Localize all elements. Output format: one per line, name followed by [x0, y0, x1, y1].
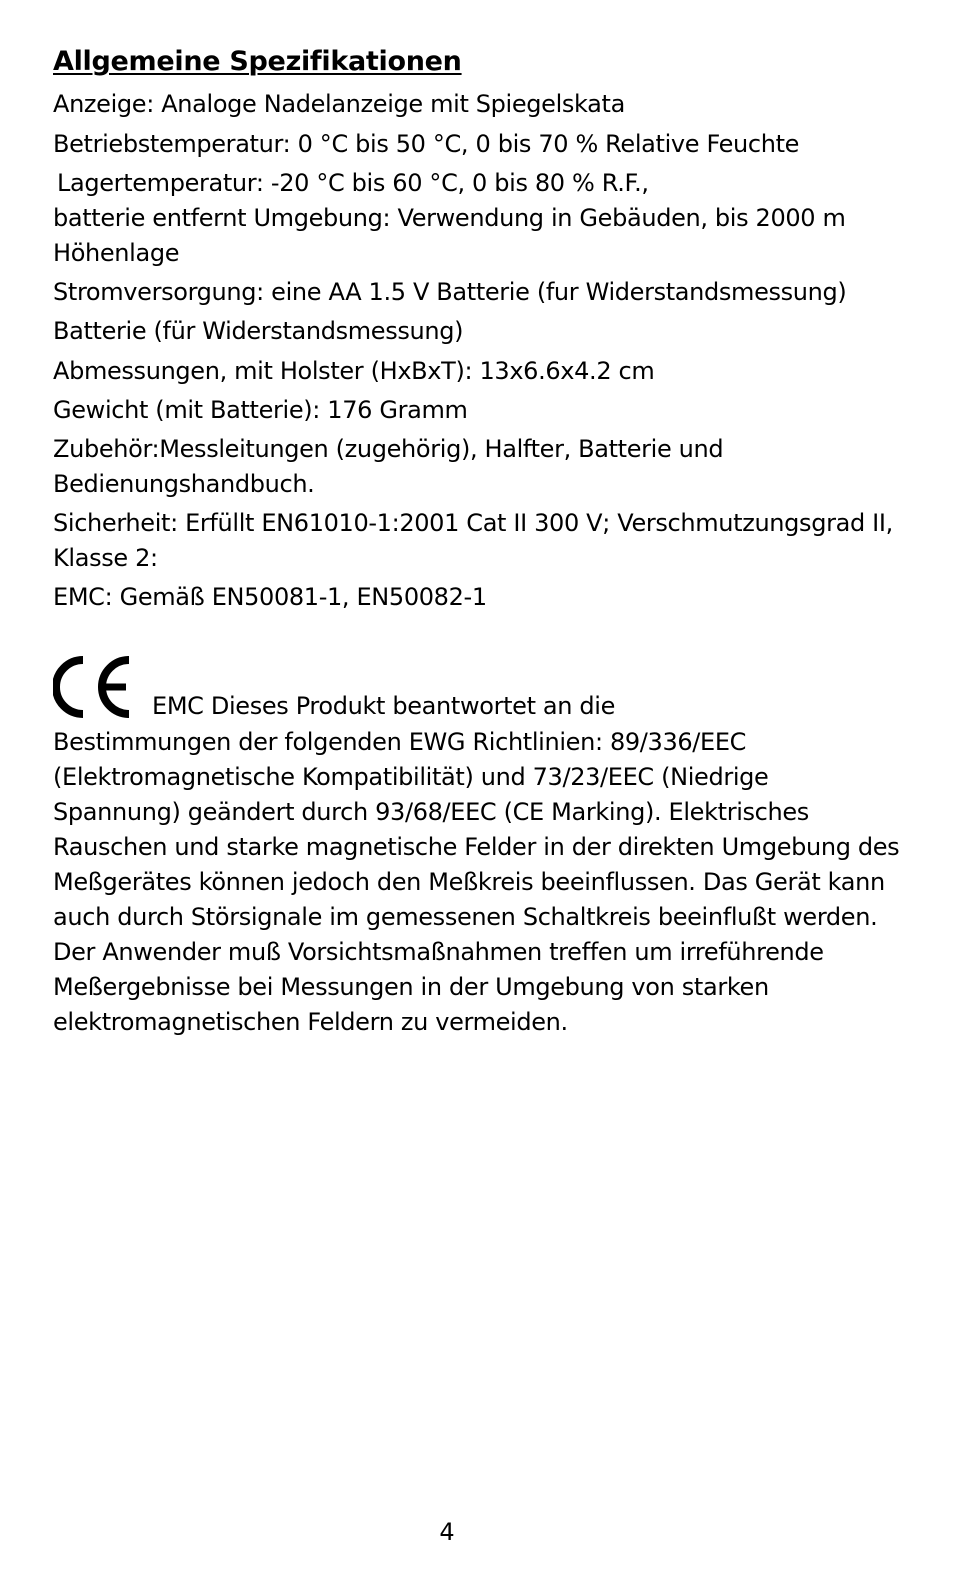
spec-environment: batterie entfernt Umgebung: Verwendung in Gebäuden, bis 2000 m Höhenlage: [53, 204, 846, 267]
spec-battery: Batterie (für Widerstandsmessung): [53, 317, 464, 345]
ce-intro-line: EMC Dieses Produkt beantwortet an die: [152, 692, 616, 720]
spec-safety: Sicherheit: Erfüllt EN61010-1:2001 Cat II 300 V; Verschmutzungsgrad II, Klasse 2:: [53, 509, 893, 572]
ce-mark-icon: [53, 656, 133, 718]
spec-emc: EMC: Gemäß EN50081-1, EN50082-1: [53, 583, 487, 611]
spec-weight: Gewicht (mit Batterie): 176 Gramm: [53, 396, 468, 424]
spec-display: Anzeige: Analoge Nadelanzeige mit Spiegelskata: [53, 90, 625, 118]
spec-dimensions: Abmessungen, mit Holster (HxBxT): 13x6.6x4.2 cm: [53, 357, 655, 385]
spec-operating-temperature: Betriebstemperatur: 0 °C bis 50 °C, 0 bis 70 % Relative Feuchte: [53, 130, 800, 158]
spec-storage-temperature: Lagertemperatur: -20 °C bis 60 °C, 0 bis 80 % R.F.,: [57, 169, 649, 197]
ce-paragraph: Bestimmungen der folgenden EWG Richtlinien: 89/336/EEC (Elektromagnetische Kompatibilität) und 73/23/EEC (Niedrige Spannung) geändert durch 93/68/EEC (CE Marking). Elektrisches Rauschen und starke magnetische Felder in der direkten Umgebung des Meßgerätes können jedoch den Meßkreis beeinflussen. Das Gerät kann auch durch Störsignale im gemessenen Schaltkreis beeinflußt werden. Der Anwender muß Vorsichtsmaßnahmen treffen um irreführende Meßergebnisse bei Messungen in der Umgebung von starken elektromagnetischen Feldern zu vermeiden.: [53, 728, 900, 1036]
spec-accessories: Zubehör:Messleitungen (zugehörig), Halfter, Batterie und Bedienungshandbuch.: [53, 435, 724, 498]
page-number: 4: [439, 1518, 455, 1546]
section-heading: Allgemeine Spezifikationen: [53, 46, 462, 77]
spec-power-supply: Stromversorgung: eine AA 1.5 V Batterie (fur Widerstandsmessung): [53, 278, 847, 306]
